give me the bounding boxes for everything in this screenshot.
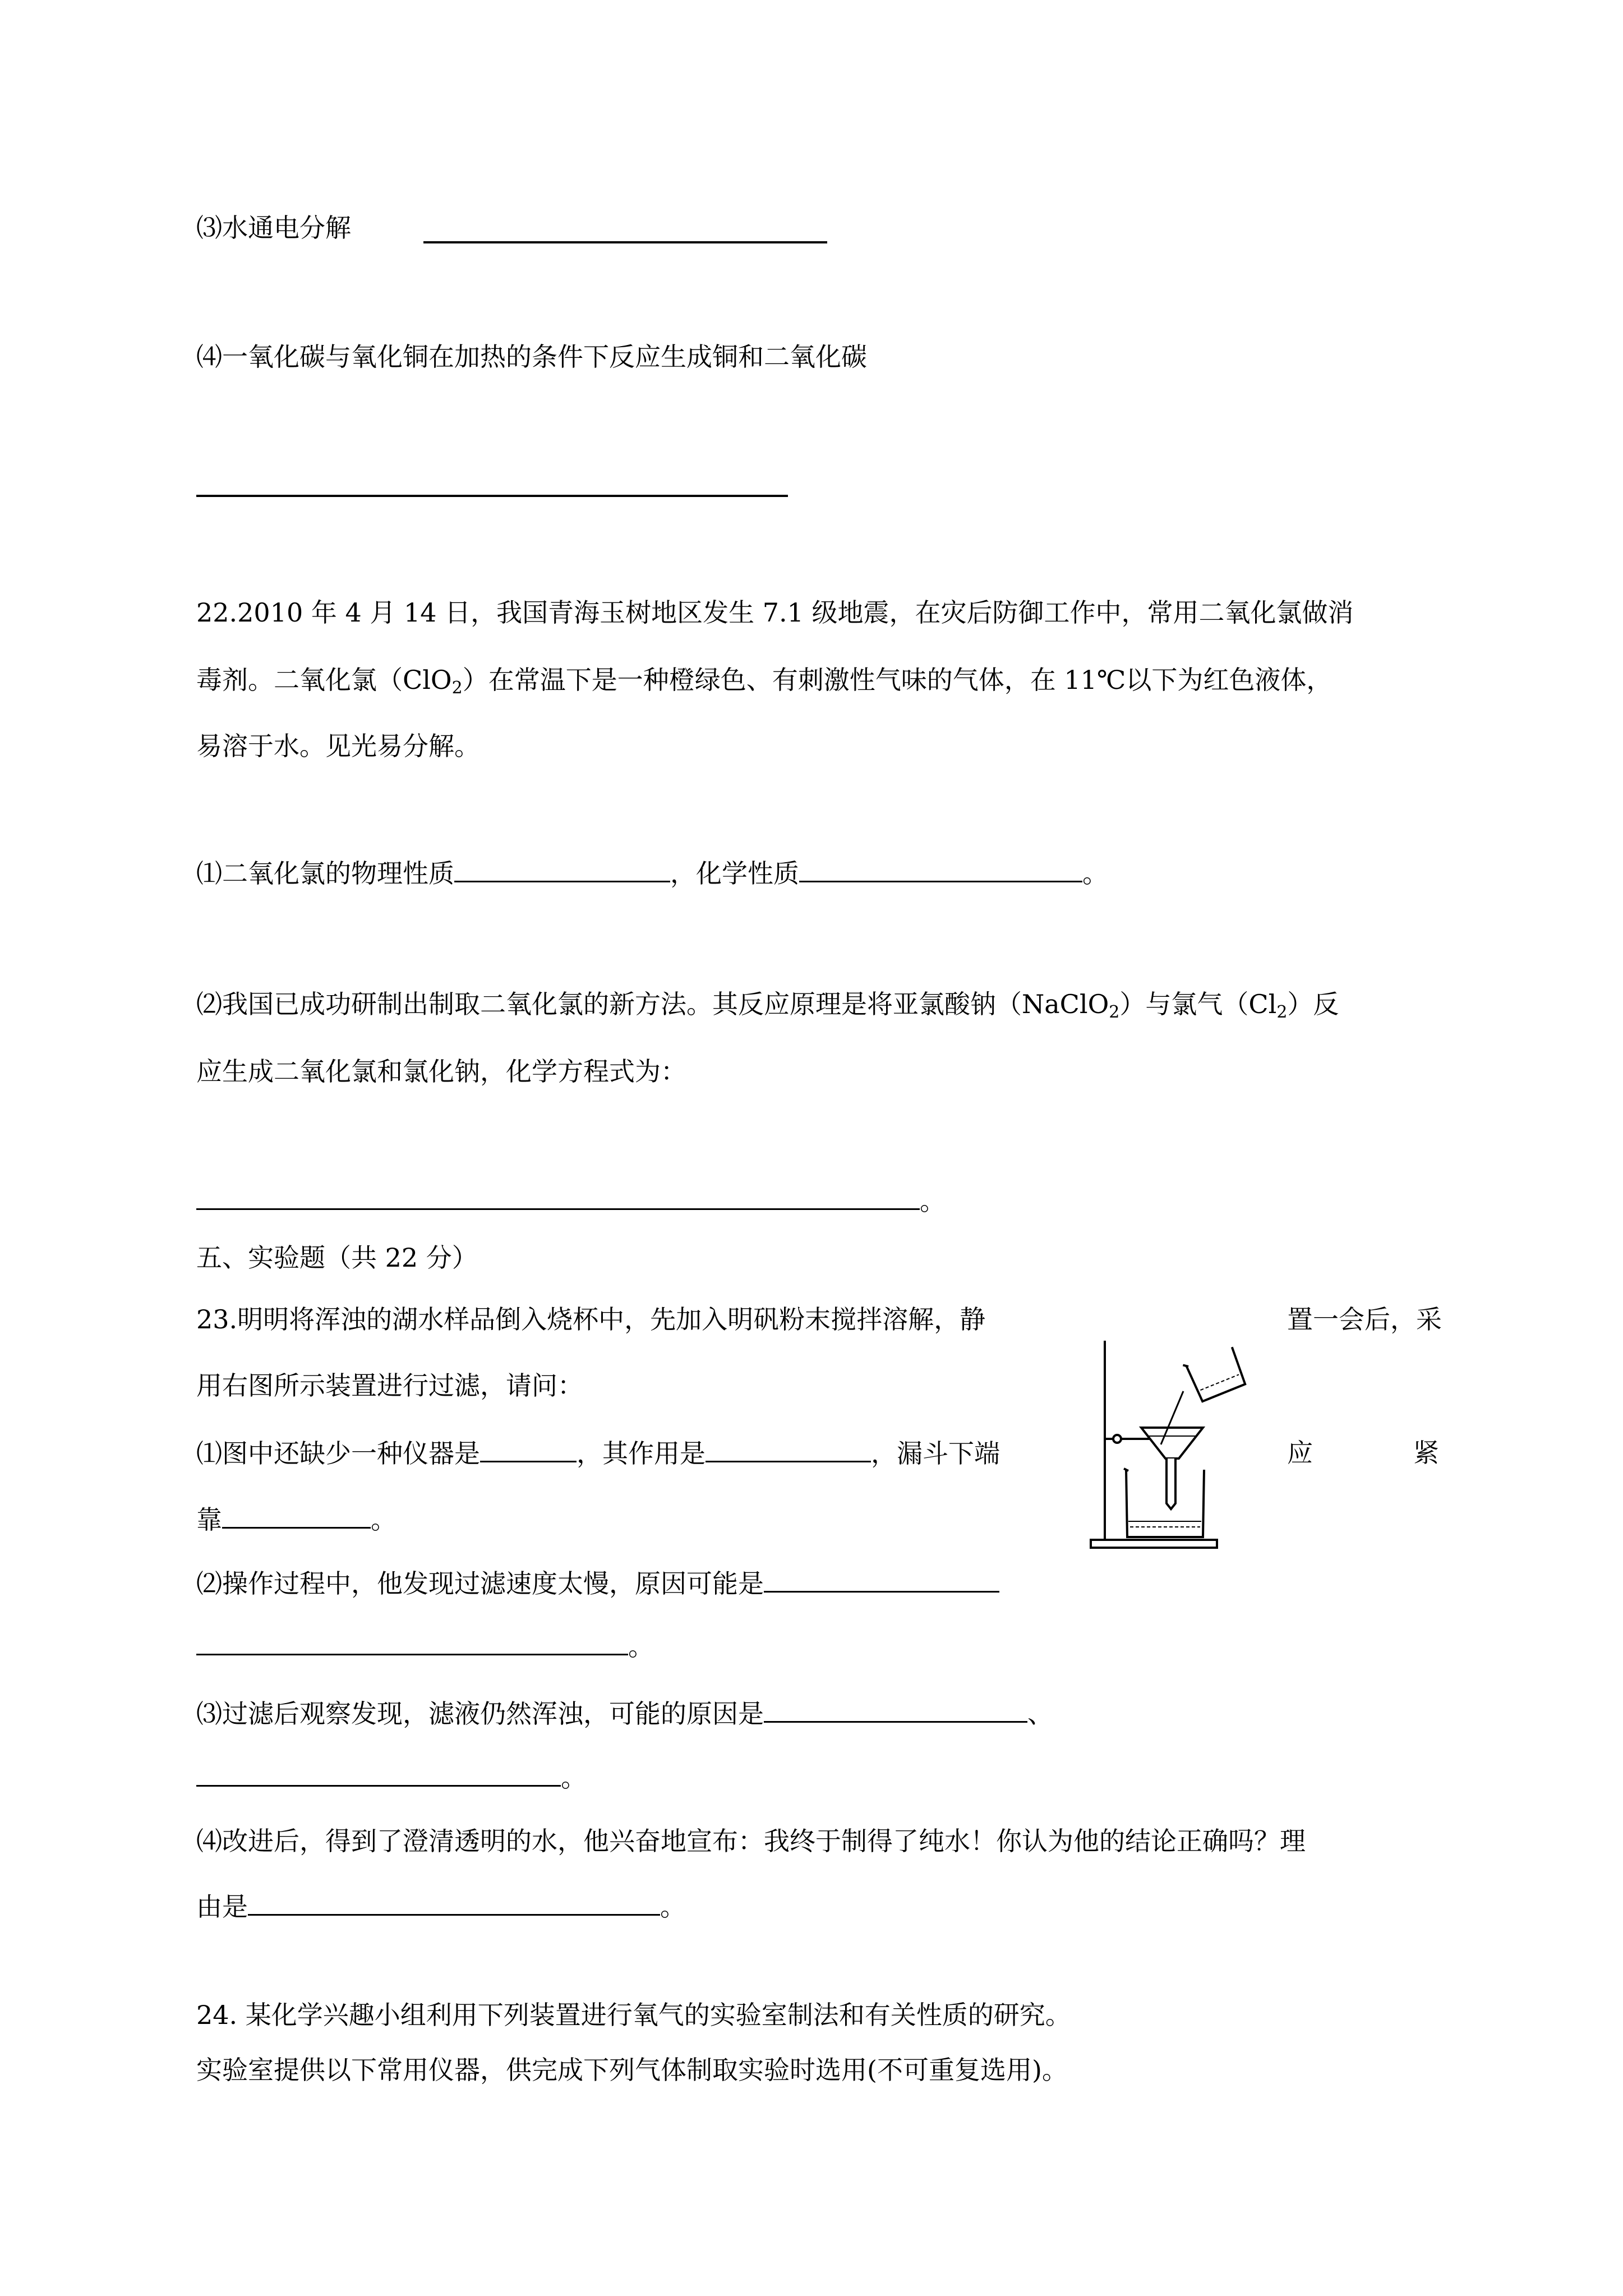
- q23-item3: ⑶过滤后观察发现，滤液仍然浑浊，可能的原因是 、: [196, 1696, 1053, 1731]
- filtration-apparatus-figure: [1077, 1324, 1267, 1559]
- q23-reason-blank[interactable]: [248, 1889, 660, 1916]
- q22-item2-line2: 应生成二氧化氯和氯化钠，化学方程式为：: [196, 1056, 686, 1087]
- section-5-title: 五、实验题（共 22 分）: [196, 1243, 478, 1273]
- q21-item3: ⑶水通电分解: [196, 213, 351, 243]
- q23-item1-jin: 紧: [1413, 1438, 1439, 1468]
- q22-line1: 22.2010 年 4 月 14 日，我国青海玉树地区发生 7.1 级地震，在灾后防御工作中，常用二氧化氯做消: [196, 597, 1354, 628]
- q24-line2: 实验室提供以下常用仪器，供完成下列气体制取实验时选用(不可重复选用)。: [196, 2055, 1068, 2085]
- q23-item4: ⑷改进后，得到了澄清透明的水，他兴奋地宣布：我终于制得了纯水！你认为他的结论正确吗？理: [196, 1826, 1306, 1856]
- q22-item2: ⑵我国已成功研制出制取二氧化氯的新方法。其反应原理是将亚氯酸钠（NaClO$_2$）与氯气$(Cl_2)$反: [196, 989, 1339, 1022]
- q23-missing-instrument-blank[interactable]: [480, 1436, 577, 1462]
- stand-base: [1091, 1540, 1217, 1548]
- q23-line1: 23.明明将浑浊的湖水样品倒入烧杯中，先加入明矾粉末搅拌溶解，静: [196, 1304, 986, 1335]
- q21-item4: ⑷一氧化碳与氧化铜在加热的条件下反应生成铜和二氧化碳: [196, 342, 867, 372]
- q22-equation-blank[interactable]: [196, 1184, 920, 1210]
- beaker-lip: [1124, 1469, 1128, 1471]
- q23-item1-ying: 应: [1287, 1438, 1313, 1468]
- q23-funnel-tip-blank[interactable]: [222, 1502, 371, 1529]
- q23-turbid-reason-blank-1[interactable]: [764, 1696, 1027, 1723]
- q22-item1: ⑴二氧化氯的物理性质 ，化学性质 。: [196, 856, 1108, 890]
- pouring-beaker: [1183, 1346, 1247, 1404]
- q22-equation-row: 。: [196, 1184, 946, 1218]
- q21-item3-answer-line[interactable]: [423, 241, 827, 243]
- q23-instrument-function-blank[interactable]: [706, 1436, 871, 1462]
- q23-item3-line2: 。: [196, 1760, 587, 1795]
- clamp-boss: [1113, 1435, 1121, 1443]
- q23-item1-line2: 靠 。: [196, 1502, 396, 1536]
- q23-line1-right: 置一会后，采: [1287, 1304, 1442, 1335]
- q23-line2: 用右图所示装置进行过滤，请问：: [196, 1370, 583, 1401]
- q23-item2: ⑵操作过程中，他发现过滤速度太慢，原因可能是: [196, 1566, 999, 1600]
- q23-slow-filtering-blank-2[interactable]: [196, 1629, 628, 1655]
- q21-item4-answer-line[interactable]: [196, 495, 788, 497]
- q22-line3: 易溶于水。见光易分解。: [196, 731, 480, 761]
- q24-line1: 24. 某化学兴趣小组利用下列装置进行氧气的实验室制法和有关性质的研究。: [196, 2000, 1071, 2030]
- q22-line2: 毒剂。二氧化氯（ClO$_2$）在常温下是一种橙绿色、有刺激性气味的气体，在 11℃以下为红色液体，: [196, 665, 1332, 698]
- q23-item4-line2: 由是 。: [196, 1889, 686, 1924]
- q23-slow-filtering-blank-1[interactable]: [764, 1566, 999, 1593]
- funnel-stem: [1166, 1458, 1175, 1509]
- q23-turbid-reason-blank-2[interactable]: [196, 1760, 561, 1787]
- q22-chemical-property-blank[interactable]: [799, 856, 1082, 882]
- q23-item2-line2: 。: [196, 1629, 654, 1663]
- q23-item1: ⑴图中还缺少一种仪器是 ，其作用是 ，漏斗下端: [196, 1436, 1000, 1470]
- funnel: [1141, 1428, 1203, 1458]
- q22-physical-property-blank[interactable]: [454, 856, 670, 882]
